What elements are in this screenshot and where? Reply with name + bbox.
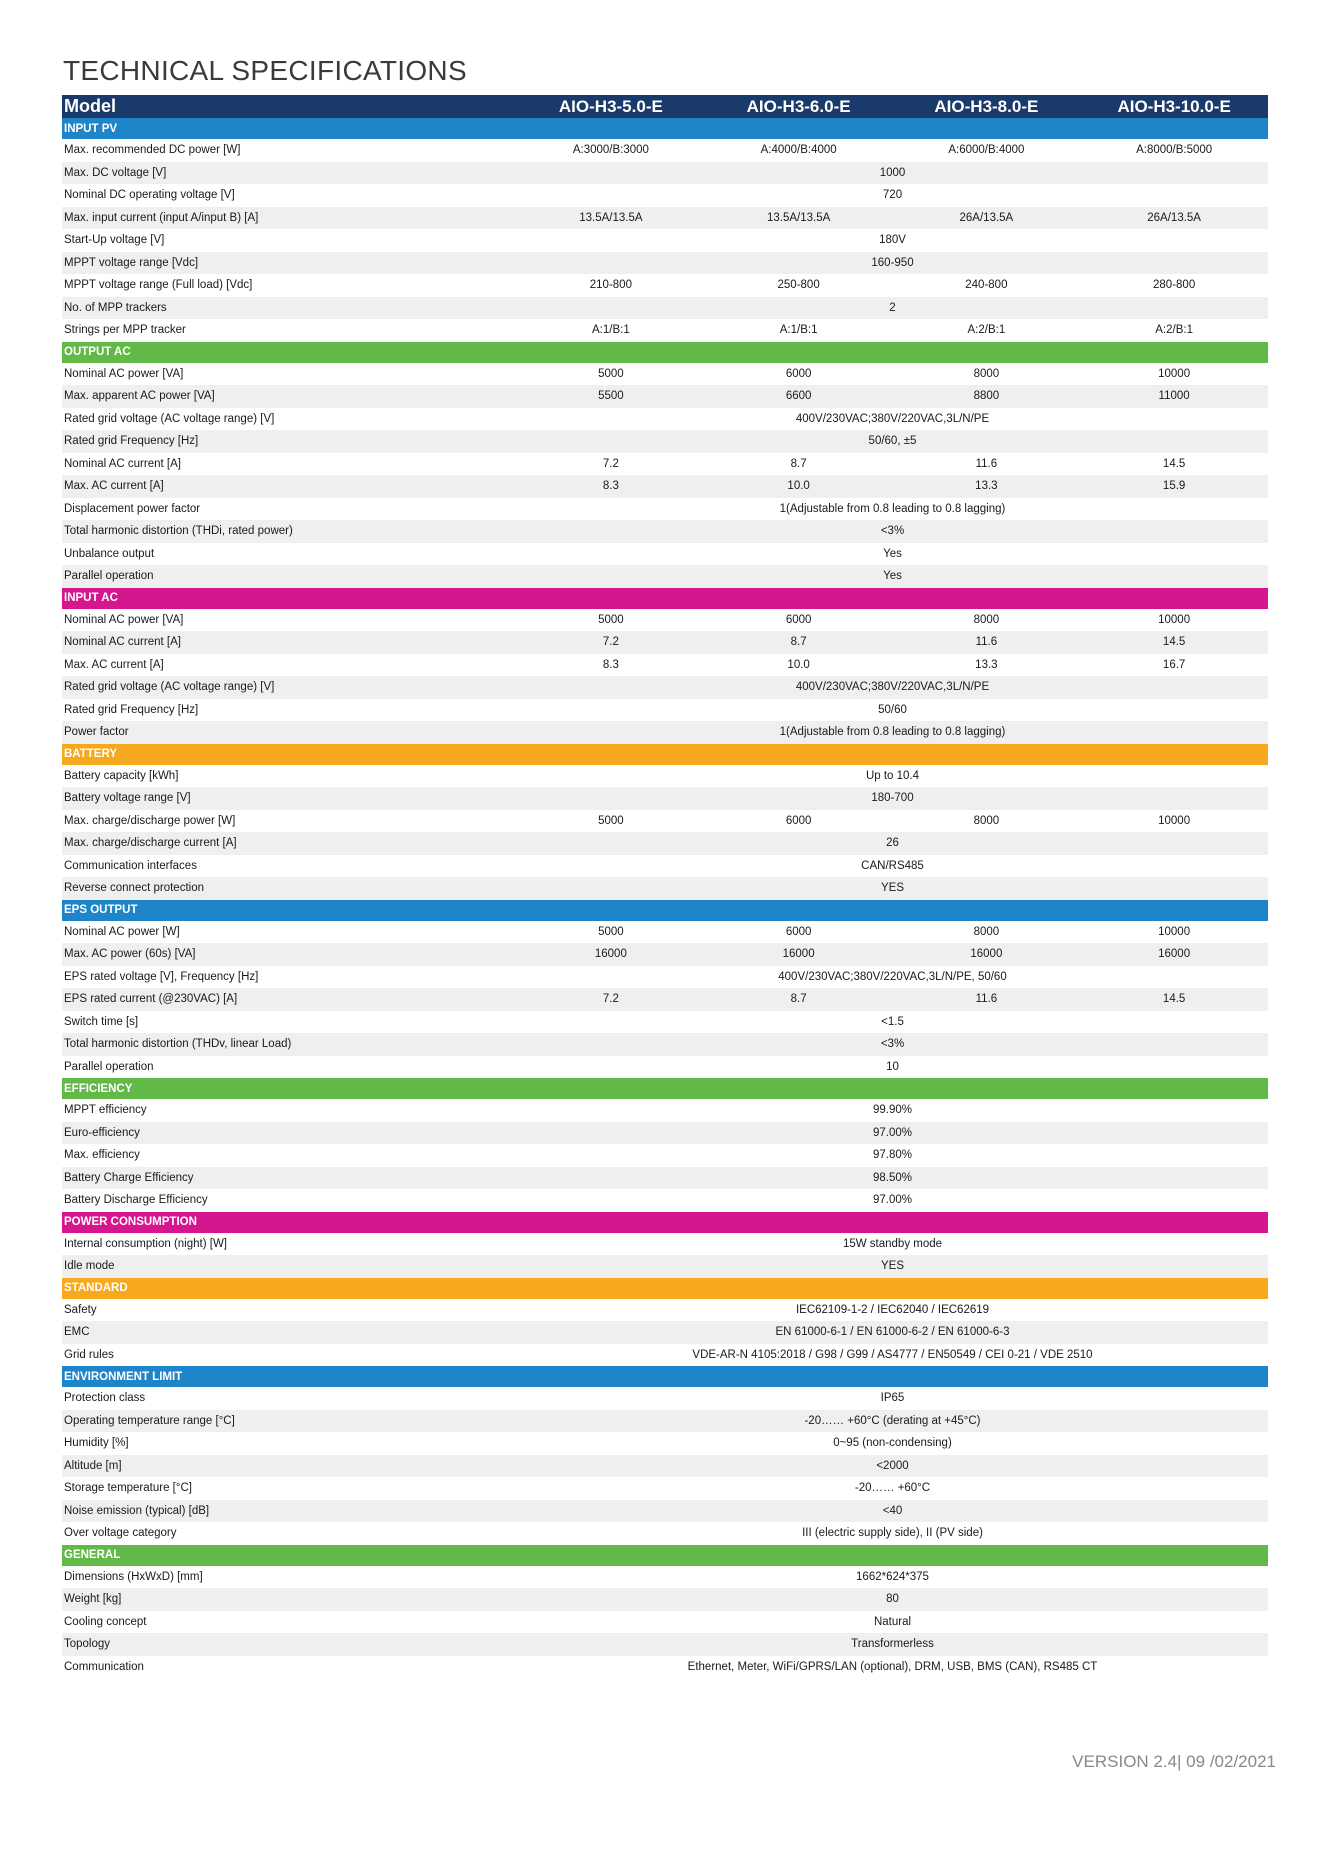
- spec-value: 8800: [893, 385, 1081, 408]
- spec-value-shared: 0~95 (non-condensing): [517, 1432, 1268, 1455]
- spec-value-shared: 180-700: [517, 787, 1268, 810]
- spec-value: 16000: [893, 943, 1081, 966]
- spec-label: Max. AC power (60s) [VA]: [62, 943, 517, 966]
- spec-row: [62, 654, 1268, 677]
- spec-row: [62, 676, 1268, 699]
- spec-row: [62, 1321, 1268, 1344]
- spec-label: MPPT voltage range (Full load) [Vdc]: [62, 274, 517, 297]
- spec-value-shared: 50/60, ±5: [517, 430, 1268, 453]
- spec-value: 13.3: [893, 654, 1081, 677]
- spec-value-shared: 180V: [517, 229, 1268, 252]
- spec-label: Battery Discharge Efficiency: [62, 1189, 517, 1212]
- spec-value: A:1/B:1: [517, 319, 705, 342]
- spec-value: 8000: [893, 921, 1081, 944]
- spec-label: Power factor: [62, 721, 517, 744]
- section-header-row: [62, 1212, 1268, 1233]
- section-header-row: [62, 588, 1268, 609]
- spec-value-shared: 1662*624*375: [517, 1566, 1268, 1589]
- spec-row: [62, 229, 1268, 252]
- spec-label: Max. input current (input A/input B) [A]: [62, 207, 517, 230]
- spec-label: Nominal AC power [W]: [62, 921, 517, 944]
- spec-value-shared: 80: [517, 1588, 1268, 1611]
- spec-row: [62, 1477, 1268, 1500]
- table-header-row: [62, 95, 1268, 118]
- spec-value-shared: 50/60: [517, 699, 1268, 722]
- spec-label: Operating temperature range [°C]: [62, 1410, 517, 1433]
- spec-label: Displacement power factor: [62, 498, 517, 521]
- spec-value: 11.6: [893, 988, 1081, 1011]
- spec-label: Strings per MPP tracker: [62, 319, 517, 342]
- spec-value: 6600: [705, 385, 893, 408]
- spec-value-shared: 720: [517, 184, 1268, 207]
- section-header-row: [62, 118, 1268, 139]
- spec-table: [62, 95, 1268, 1678]
- spec-row: [62, 921, 1268, 944]
- spec-value-shared: 160-950: [517, 252, 1268, 275]
- spec-value-shared: 26: [517, 832, 1268, 855]
- spec-row: [62, 1500, 1268, 1523]
- spec-row: [62, 1522, 1268, 1545]
- spec-row: [62, 520, 1268, 543]
- page-title: TECHNICAL SPECIFICATIONS: [63, 55, 467, 86]
- spec-value: 13.3: [893, 475, 1081, 498]
- header-model-name: AIO-H3-10.0-E: [1080, 95, 1268, 118]
- spec-label: Parallel operation: [62, 565, 517, 588]
- spec-label: MPPT voltage range [Vdc]: [62, 252, 517, 275]
- spec-row: [62, 1122, 1268, 1145]
- spec-row: [62, 430, 1268, 453]
- spec-row: [62, 721, 1268, 744]
- spec-value: 11.6: [893, 631, 1081, 654]
- spec-value: 8000: [893, 363, 1081, 386]
- spec-label: EPS rated voltage [V], Frequency [Hz]: [62, 966, 517, 989]
- section-header-row: [62, 900, 1268, 921]
- section-title: EFFICIENCY: [62, 1078, 1268, 1099]
- spec-label: Max. efficiency: [62, 1144, 517, 1167]
- spec-label: Max. charge/discharge current [A]: [62, 832, 517, 855]
- spec-label: Internal consumption (night) [W]: [62, 1233, 517, 1256]
- spec-value: 26A/13.5A: [893, 207, 1081, 230]
- spec-label: Max. recommended DC power [W]: [62, 139, 517, 162]
- spec-label: Rated grid Frequency [Hz]: [62, 430, 517, 453]
- section-title: STANDARD: [62, 1278, 1268, 1299]
- spec-value: 6000: [705, 609, 893, 632]
- section-header-row: [62, 744, 1268, 765]
- spec-value: 7.2: [517, 631, 705, 654]
- spec-row: [62, 385, 1268, 408]
- spec-label: Safety: [62, 1299, 517, 1322]
- spec-row: [62, 184, 1268, 207]
- spec-label: Cooling concept: [62, 1611, 517, 1634]
- spec-value-shared: VDE-AR-N 4105:2018 / G98 / G99 / AS4777 / EN50549 / CEI 0-21 / VDE 2510: [517, 1344, 1268, 1367]
- spec-value: 10000: [1080, 810, 1268, 833]
- header-model-name: AIO-H3-5.0-E: [517, 95, 705, 118]
- spec-row: [62, 363, 1268, 386]
- spec-label: Battery Charge Efficiency: [62, 1167, 517, 1190]
- spec-label: Nominal DC operating voltage [V]: [62, 184, 517, 207]
- spec-value: 7.2: [517, 453, 705, 476]
- spec-row: [62, 565, 1268, 588]
- spec-value: A:4000/B:4000: [705, 139, 893, 162]
- section-header-row: [62, 342, 1268, 363]
- spec-value: 5000: [517, 810, 705, 833]
- spec-value-shared: <1.5: [517, 1011, 1268, 1034]
- spec-row: [62, 1455, 1268, 1478]
- spec-value-shared: <2000: [517, 1455, 1268, 1478]
- spec-table-body: [62, 118, 1268, 1678]
- spec-value: 13.5A/13.5A: [517, 207, 705, 230]
- spec-label: Topology: [62, 1633, 517, 1656]
- spec-row: [62, 252, 1268, 275]
- header-model-label: Model: [62, 95, 517, 118]
- spec-label: Max. DC voltage [V]: [62, 162, 517, 185]
- spec-label: Communication interfaces: [62, 855, 517, 878]
- spec-value-shared: <40: [517, 1500, 1268, 1523]
- spec-value-shared: 1(Adjustable from 0.8 leading to 0.8 lagging): [517, 721, 1268, 744]
- spec-value-shared: -20…… +60°C (derating at +45°C): [517, 1410, 1268, 1433]
- spec-value: 6000: [705, 363, 893, 386]
- spec-label: Total harmonic distortion (THDv, linear Load): [62, 1033, 517, 1056]
- spec-value: 26A/13.5A: [1080, 207, 1268, 230]
- section-title: INPUT PV: [62, 118, 1268, 139]
- spec-value: 8.7: [705, 631, 893, 654]
- spec-value-shared: Ethernet, Meter, WiFi/GPRS/LAN (optional), DRM, USB, BMS (CAN), RS485 CT: [517, 1656, 1268, 1679]
- section-title: ENVIRONMENT LIMIT: [62, 1366, 1268, 1387]
- spec-value: 15.9: [1080, 475, 1268, 498]
- spec-row: [62, 162, 1268, 185]
- version-footer: VERSION 2.4| 09 /02/2021: [1072, 1752, 1276, 1771]
- spec-label: EPS rated current (@230VAC) [A]: [62, 988, 517, 1011]
- spec-value: 10.0: [705, 654, 893, 677]
- spec-label: Noise emission (typical) [dB]: [62, 1500, 517, 1523]
- spec-label: Max. AC current [A]: [62, 654, 517, 677]
- spec-label: Battery voltage range [V]: [62, 787, 517, 810]
- spec-value: 13.5A/13.5A: [705, 207, 893, 230]
- spec-row: [62, 543, 1268, 566]
- spec-value-shared: 97.00%: [517, 1122, 1268, 1145]
- section-header-row: [62, 1366, 1268, 1387]
- spec-row: [62, 966, 1268, 989]
- spec-value: 8.7: [705, 453, 893, 476]
- spec-value: 7.2: [517, 988, 705, 1011]
- spec-value: A:8000/B:5000: [1080, 139, 1268, 162]
- spec-value: 210-800: [517, 274, 705, 297]
- spec-row: [62, 988, 1268, 1011]
- spec-row: [62, 1299, 1268, 1322]
- spec-value: 16000: [705, 943, 893, 966]
- spec-value: 6000: [705, 810, 893, 833]
- spec-row: [62, 765, 1268, 788]
- spec-row: [62, 1566, 1268, 1589]
- spec-label: Idle mode: [62, 1255, 517, 1278]
- spec-row: [62, 274, 1268, 297]
- spec-label: Grid rules: [62, 1344, 517, 1367]
- spec-value: 5000: [517, 609, 705, 632]
- spec-row: [62, 1233, 1268, 1256]
- spec-row: [62, 1656, 1268, 1679]
- spec-row: [62, 631, 1268, 654]
- spec-value: 8.7: [705, 988, 893, 1011]
- spec-label: Dimensions (HxWxD) [mm]: [62, 1566, 517, 1589]
- spec-row: [62, 453, 1268, 476]
- spec-row: [62, 943, 1268, 966]
- spec-row: [62, 1255, 1268, 1278]
- spec-value: 10000: [1080, 609, 1268, 632]
- spec-value-shared: <3%: [517, 1033, 1268, 1056]
- spec-value-shared: 1(Adjustable from 0.8 leading to 0.8 lagging): [517, 498, 1268, 521]
- section-title: INPUT AC: [62, 588, 1268, 609]
- spec-row: [62, 1099, 1268, 1122]
- section-header-row: [62, 1545, 1268, 1566]
- spec-row: [62, 877, 1268, 900]
- spec-label: EMC: [62, 1321, 517, 1344]
- spec-label: Nominal AC current [A]: [62, 631, 517, 654]
- spec-value: 5000: [517, 363, 705, 386]
- spec-value-shared: IEC62109-1-2 / IEC62040 / IEC62619: [517, 1299, 1268, 1322]
- spec-row: [62, 297, 1268, 320]
- spec-label: Communication: [62, 1656, 517, 1679]
- spec-label: Total harmonic distortion (THDi, rated power): [62, 520, 517, 543]
- spec-value: A:6000/B:4000: [893, 139, 1081, 162]
- spec-value-shared: Up to 10.4: [517, 765, 1268, 788]
- spec-label: Parallel operation: [62, 1056, 517, 1079]
- header-model-name: AIO-H3-6.0-E: [705, 95, 893, 118]
- spec-label: Max. charge/discharge power [W]: [62, 810, 517, 833]
- spec-value-shared: 97.00%: [517, 1189, 1268, 1212]
- spec-value-shared: Transformerless: [517, 1633, 1268, 1656]
- section-header-row: [62, 1078, 1268, 1099]
- spec-value: 10.0: [705, 475, 893, 498]
- spec-value: A:2/B:1: [1080, 319, 1268, 342]
- spec-label: Nominal AC power [VA]: [62, 363, 517, 386]
- spec-label: Humidity [%]: [62, 1432, 517, 1455]
- spec-row: [62, 1432, 1268, 1455]
- spec-value: 16000: [1080, 943, 1268, 966]
- spec-row: [62, 207, 1268, 230]
- spec-value-shared: III (electric supply side), II (PV side): [517, 1522, 1268, 1545]
- spec-value-shared: 400V/230VAC;380V/220VAC,3L/N/PE: [517, 676, 1268, 699]
- spec-row: [62, 1189, 1268, 1212]
- spec-row: [62, 810, 1268, 833]
- spec-value: 8.3: [517, 654, 705, 677]
- spec-value-shared: YES: [517, 1255, 1268, 1278]
- spec-row: [62, 475, 1268, 498]
- spec-label: Max. AC current [A]: [62, 475, 517, 498]
- spec-row: [62, 139, 1268, 162]
- spec-row: [62, 1011, 1268, 1034]
- spec-value-shared: Natural: [517, 1611, 1268, 1634]
- spec-row: [62, 1033, 1268, 1056]
- spec-value: 5000: [517, 921, 705, 944]
- spec-row: [62, 319, 1268, 342]
- spec-row: [62, 1144, 1268, 1167]
- spec-label: No. of MPP trackers: [62, 297, 517, 320]
- spec-value: A:1/B:1: [705, 319, 893, 342]
- spec-value: 250-800: [705, 274, 893, 297]
- spec-value-shared: 400V/230VAC;380V/220VAC,3L/N/PE: [517, 408, 1268, 431]
- spec-value-shared: Yes: [517, 565, 1268, 588]
- spec-value-shared: YES: [517, 877, 1268, 900]
- spec-label: MPPT efficiency: [62, 1099, 517, 1122]
- spec-value-shared: 10: [517, 1056, 1268, 1079]
- spec-value: 5500: [517, 385, 705, 408]
- spec-row: [62, 498, 1268, 521]
- spec-label: Start-Up voltage [V]: [62, 229, 517, 252]
- spec-value: 6000: [705, 921, 893, 944]
- spec-label: Euro-efficiency: [62, 1122, 517, 1145]
- spec-label: Reverse connect protection: [62, 877, 517, 900]
- spec-value-shared: Yes: [517, 543, 1268, 566]
- spec-value: 11.6: [893, 453, 1081, 476]
- spec-row: [62, 1588, 1268, 1611]
- spec-label: Rated grid voltage (AC voltage range) [V]: [62, 676, 517, 699]
- spec-label: Over voltage category: [62, 1522, 517, 1545]
- spec-label: Weight [kg]: [62, 1588, 517, 1611]
- spec-row: [62, 609, 1268, 632]
- spec-row: [62, 1410, 1268, 1433]
- spec-label: Max. apparent AC power [VA]: [62, 385, 517, 408]
- section-title: EPS OUTPUT: [62, 900, 1268, 921]
- spec-value-shared: 400V/230VAC;380V/220VAC,3L/N/PE, 50/60: [517, 966, 1268, 989]
- spec-value: 8.3: [517, 475, 705, 498]
- spec-label: Storage temperature [°C]: [62, 1477, 517, 1500]
- header-model-name: AIO-H3-8.0-E: [893, 95, 1081, 118]
- spec-value: 14.5: [1080, 988, 1268, 1011]
- spec-value-shared: EN 61000-6-1 / EN 61000-6-2 / EN 61000-6-3: [517, 1321, 1268, 1344]
- spec-value: 10000: [1080, 921, 1268, 944]
- spec-row: [62, 1056, 1268, 1079]
- spec-row: [62, 1387, 1268, 1410]
- section-title: GENERAL: [62, 1545, 1268, 1566]
- spec-row: [62, 855, 1268, 878]
- spec-row: [62, 832, 1268, 855]
- spec-value: 11000: [1080, 385, 1268, 408]
- spec-value: 14.5: [1080, 631, 1268, 654]
- spec-label: Nominal AC current [A]: [62, 453, 517, 476]
- spec-value: 240-800: [893, 274, 1081, 297]
- spec-label: Rated grid voltage (AC voltage range) [V]: [62, 408, 517, 431]
- spec-row: [62, 1344, 1268, 1367]
- spec-value: 16.7: [1080, 654, 1268, 677]
- spec-row: [62, 408, 1268, 431]
- spec-value-shared: 15W standby mode: [517, 1233, 1268, 1256]
- spec-value: A:2/B:1: [893, 319, 1081, 342]
- spec-value: 8000: [893, 609, 1081, 632]
- spec-label: Unbalance output: [62, 543, 517, 566]
- spec-row: [62, 1611, 1268, 1634]
- spec-value-shared: -20…… +60°C: [517, 1477, 1268, 1500]
- spec-value-shared: 1000: [517, 162, 1268, 185]
- spec-value: 10000: [1080, 363, 1268, 386]
- section-title: POWER CONSUMPTION: [62, 1212, 1268, 1233]
- spec-row: [62, 1167, 1268, 1190]
- spec-value: 280-800: [1080, 274, 1268, 297]
- section-header-row: [62, 1278, 1268, 1299]
- spec-label: Altitude [m]: [62, 1455, 517, 1478]
- spec-label: Protection class: [62, 1387, 517, 1410]
- section-title: BATTERY: [62, 744, 1268, 765]
- spec-value-shared: <3%: [517, 520, 1268, 543]
- spec-value: 14.5: [1080, 453, 1268, 476]
- spec-value-shared: IP65: [517, 1387, 1268, 1410]
- spec-value-shared: 99.90%: [517, 1099, 1268, 1122]
- spec-value-shared: 98.50%: [517, 1167, 1268, 1190]
- spec-row: [62, 699, 1268, 722]
- spec-row: [62, 787, 1268, 810]
- spec-value-shared: 97.80%: [517, 1144, 1268, 1167]
- section-title: OUTPUT AC: [62, 342, 1268, 363]
- spec-value-shared: 2: [517, 297, 1268, 320]
- spec-value: 16000: [517, 943, 705, 966]
- spec-value: 8000: [893, 810, 1081, 833]
- spec-label: Rated grid Frequency [Hz]: [62, 699, 517, 722]
- spec-label: Switch time [s]: [62, 1011, 517, 1034]
- spec-row: [62, 1633, 1268, 1656]
- spec-value-shared: CAN/RS485: [517, 855, 1268, 878]
- spec-label: Nominal AC power [VA]: [62, 609, 517, 632]
- spec-value: A:3000/B:3000: [517, 139, 705, 162]
- spec-label: Battery capacity [kWh]: [62, 765, 517, 788]
